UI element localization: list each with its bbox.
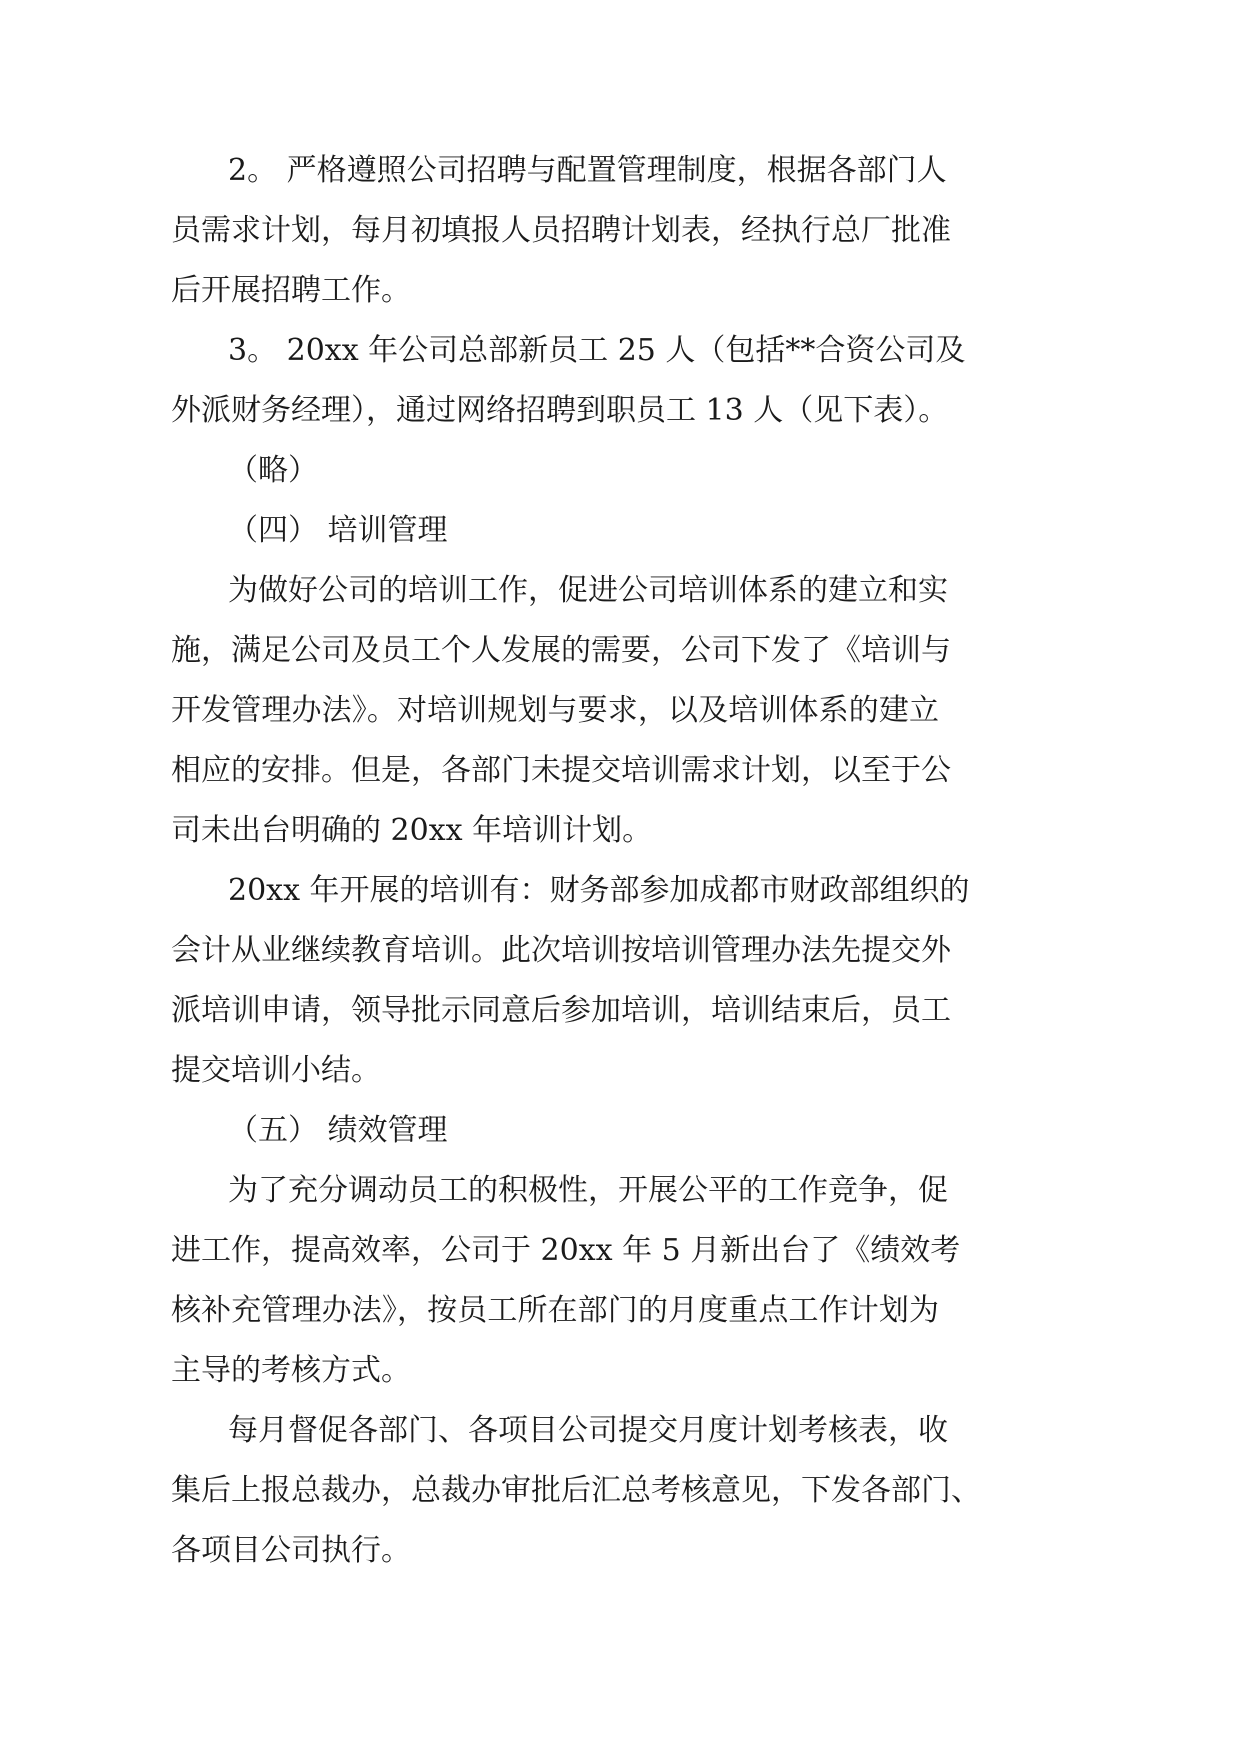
omitted-note: （略） [228,453,318,488]
paragraph-line: 为了充分调动员工的积极性，开展公平的工作竞争，促 [228,1173,948,1208]
paragraph-line: 司未出台明确的 20xx 年培训计划。 [171,813,653,848]
paragraph-line: 集后上报总裁办，总裁办审批后汇总考核意见，下发各部门、 [171,1473,981,1508]
paragraph-line: 每月督促各部门、各项目公司提交月度计划考核表，收 [228,1413,948,1448]
paragraph-line: 3。 20xx 年公司总部新员工 25 人（包括**合资公司及 [228,333,966,368]
paragraph-line: 为做好公司的培训工作，促进公司培训体系的建立和实 [228,573,948,608]
paragraph-line: 会计从业继续教育培训。此次培训按培训管理办法先提交外 [171,933,951,968]
paragraph-line: 施，满足公司及员工个人发展的需要，公司下发了《培训与 [171,633,951,668]
paragraph-line: 后开展招聘工作。 [171,273,411,308]
paragraph-line: 主导的考核方式。 [171,1353,411,1388]
paragraph-line: 外派财务经理），通过网络招聘到职员工 13 人（见下表）。 [171,393,949,428]
paragraph-line: 进工作，提高效率，公司于 20xx 年 5 月新出台了《绩效考 [171,1233,961,1268]
paragraph-line: 员需求计划，每月初填报人员招聘计划表，经执行总厂批准 [171,213,951,248]
paragraph-line: 派培训申请，领导批示同意后参加培训，培训结束后，员工 [171,993,951,1028]
paragraph-line: 各项目公司执行。 [171,1533,411,1568]
paragraph-line: 开发管理办法》。对培训规划与要求，以及培训体系的建立 [171,693,939,728]
section-heading: （四） 培训管理 [228,513,448,548]
paragraph-line: 相应的安排。但是，各部门未提交培训需求计划，以至于公 [171,753,951,788]
paragraph-line: 核补充管理办法》，按员工所在部门的月度重点工作计划为 [171,1293,939,1328]
section-heading: （五） 绩效管理 [228,1113,448,1148]
paragraph-line: 提交培训小结。 [171,1053,381,1088]
paragraph-line: 20xx 年开展的培训有：财务部参加成都市财政部组织的 [228,873,970,908]
paragraph-line: 2。 严格遵照公司招聘与配置管理制度，根据各部门人 [228,153,947,188]
